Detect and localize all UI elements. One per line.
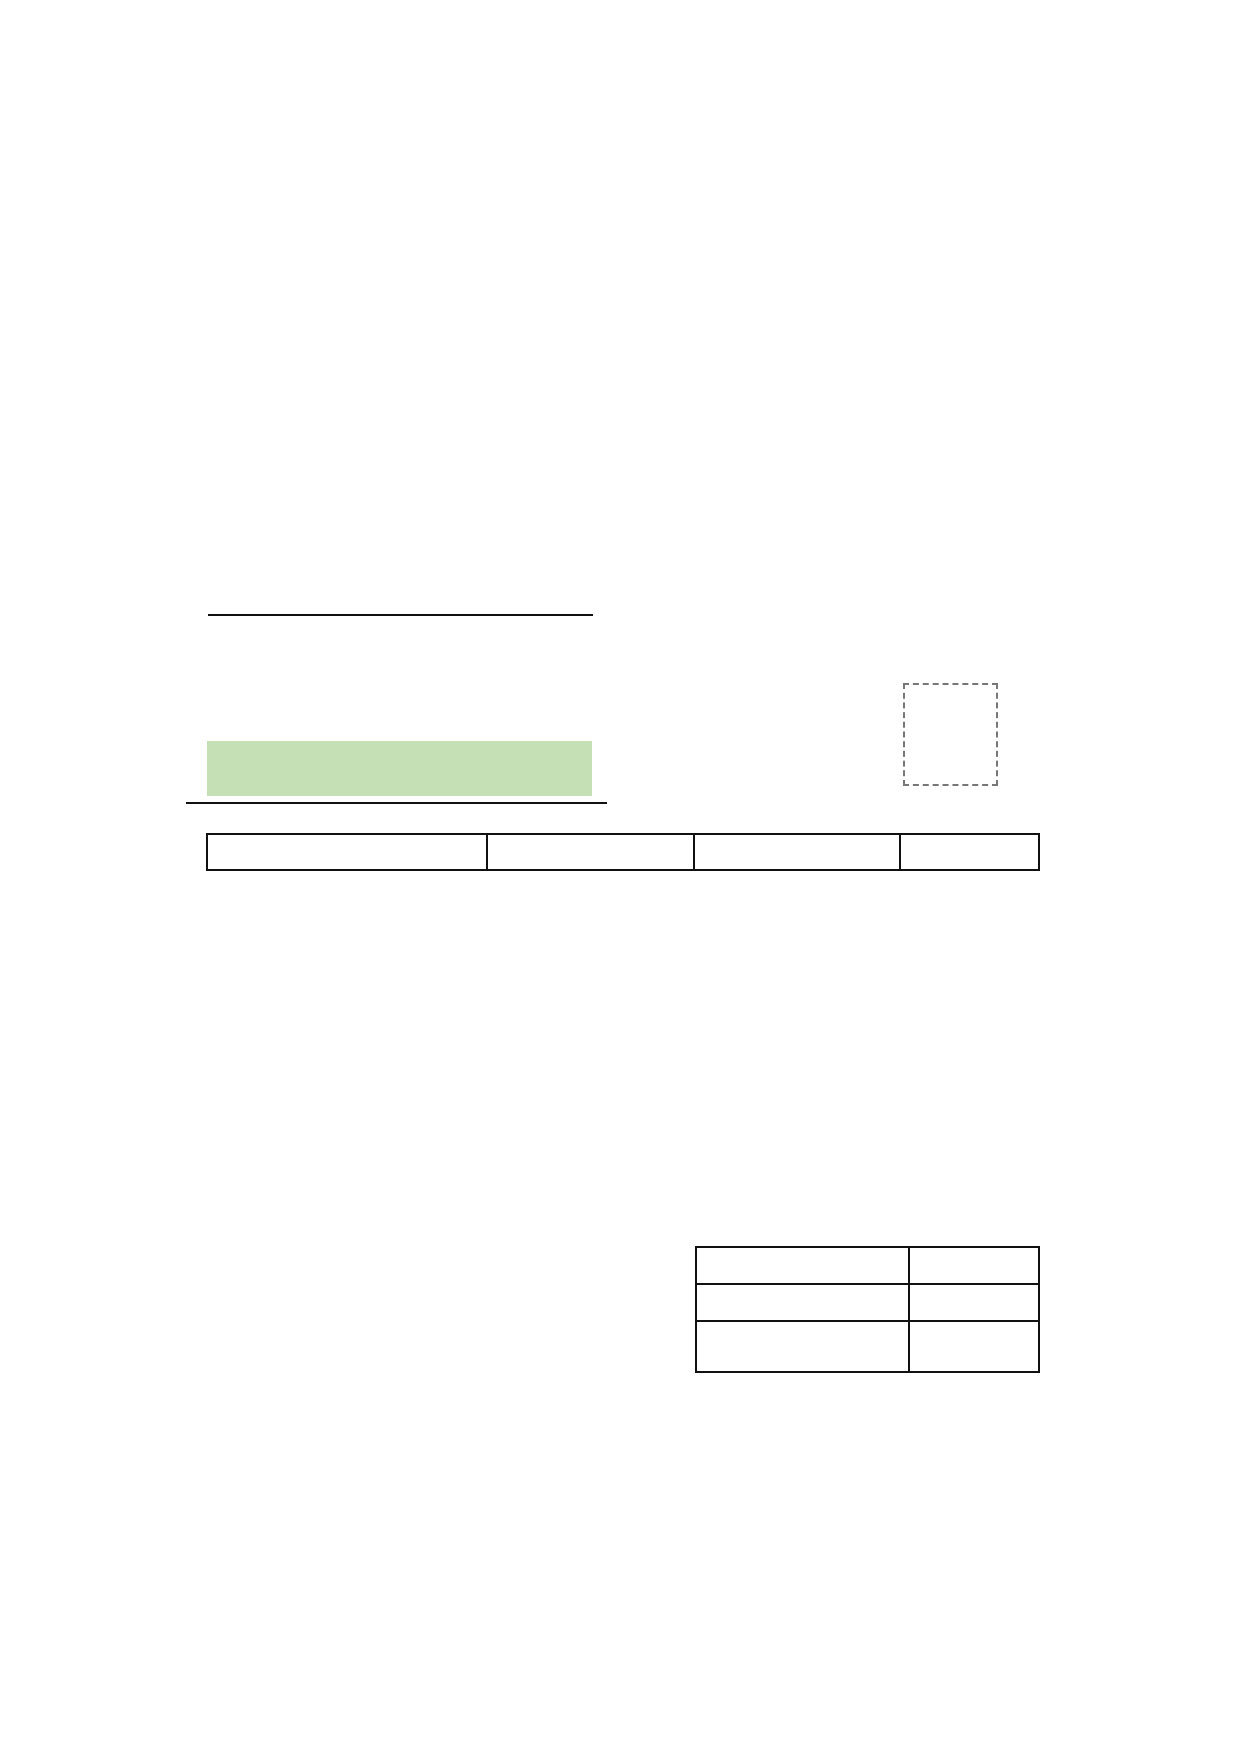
top-flower-decoration xyxy=(0,0,1240,330)
subtotal-row xyxy=(696,1247,1039,1284)
tax-label xyxy=(696,1284,909,1321)
subtotal-value xyxy=(909,1247,1039,1284)
tax-row xyxy=(696,1284,1039,1321)
header-item-name xyxy=(207,834,487,870)
totals-table xyxy=(695,1246,1040,1373)
header-unit-price xyxy=(694,834,901,870)
bottom-flower-decoration xyxy=(0,1400,1240,1754)
amount-value xyxy=(207,741,577,796)
recipient-underline xyxy=(208,614,593,616)
total-label xyxy=(696,1321,909,1372)
header-quantity xyxy=(487,834,694,870)
subtotal-label xyxy=(696,1247,909,1284)
amount-underline xyxy=(186,802,607,804)
items-table xyxy=(206,833,1040,871)
header-amount xyxy=(900,834,1039,870)
revenue-stamp-box xyxy=(903,683,998,786)
total-row xyxy=(696,1321,1039,1372)
items-header-row xyxy=(207,834,1039,870)
total-value xyxy=(909,1321,1039,1372)
tax-value xyxy=(909,1284,1039,1321)
